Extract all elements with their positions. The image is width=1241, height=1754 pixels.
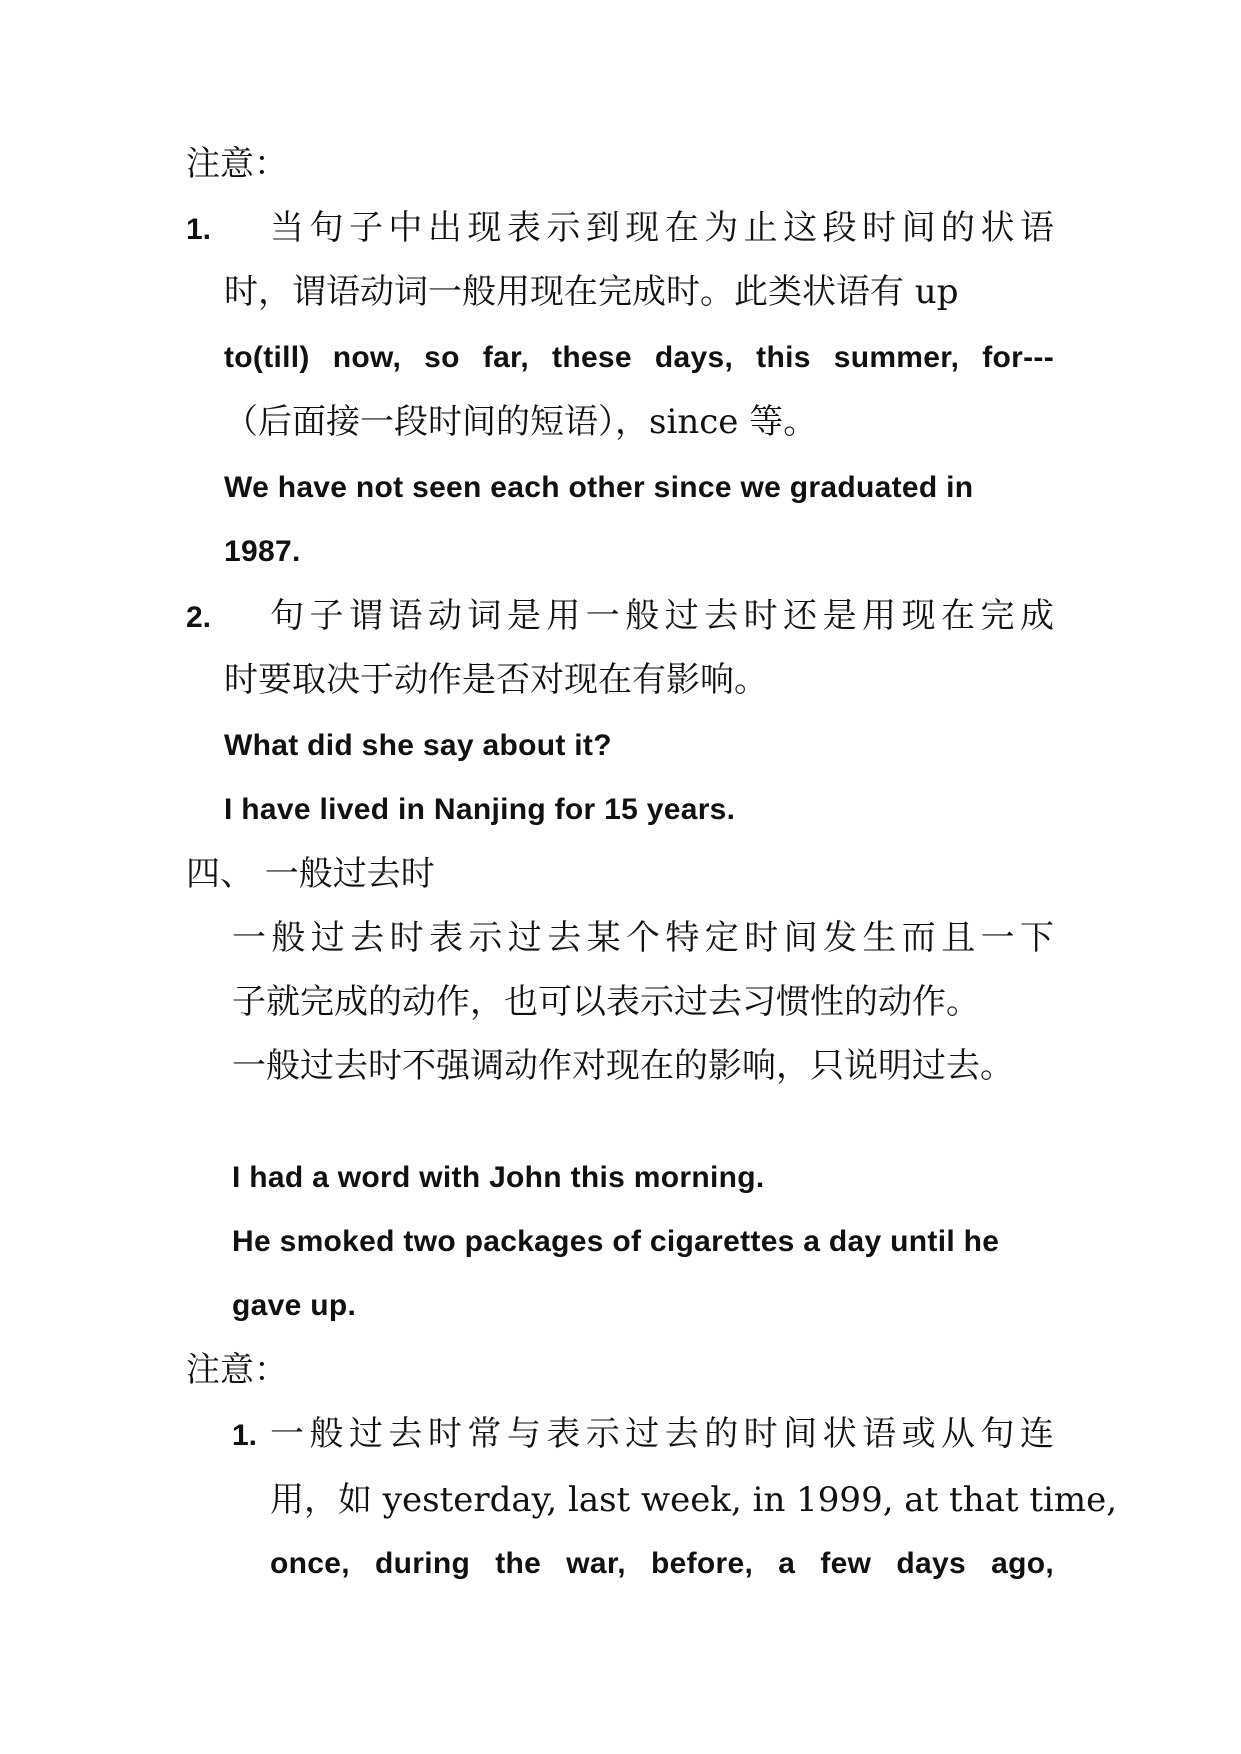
example-sentence: I have lived in Nanjing for 15 years. [224,793,736,826]
item-text-line [224,270,1054,314]
item-number: 2. [186,601,212,634]
item-text-segment: 时，谓语动词一般用现在完成时。此类状语有 up [224,272,959,312]
item-text-line: to(till) now, so far, these days, this summer, for--- [224,341,1054,374]
example-sentence: 1987. [224,535,301,568]
item-text-line: 当句子中出现表示到现在为止这段时间的状语 [270,208,1054,248]
note-heading: 注意： [186,1350,288,1390]
item-text-line: 一般过去时常与表示过去的时间状语或从句连 [270,1414,1054,1454]
example-sentence: We have not seen each other since we graduated in [224,471,974,504]
item-text-line: 时要取决于动作是否对现在有影响。 [224,660,768,700]
paragraph-line: 一般过去时表示过去某个特定时间发生而且一下 [232,918,1054,958]
example-sentence: He smoked two packages of cigarettes a day until he [232,1225,1000,1258]
item-text-line: 用，如 yesterday, last week, in 1999, at that time, [270,1480,1118,1520]
example-sentence: gave up. [232,1289,357,1322]
paragraph-line: 子就完成的动作，也可以表示过去习惯性的动作。 [232,982,980,1022]
example-sentence: What did she say about it? [224,729,612,762]
item-text-line: 句子谓语动词是用一般过去时还是用现在完成 [270,596,1054,636]
note-heading: 注意： [186,144,288,184]
item-number: 1. [232,1419,258,1452]
item-text-line: （后面接一段时间的短语），since 等。 [224,402,818,442]
item-number: 1. [186,213,212,246]
paragraph-line: 一般过去时不强调动作对现在的影响，只说明过去。 [232,1046,1014,1086]
item-text-line: once, during the war, before, a few days ago, [270,1547,1054,1580]
section-heading: 四、 一般过去时 [186,854,435,894]
example-sentence: I had a word with John this morning. [232,1161,765,1194]
